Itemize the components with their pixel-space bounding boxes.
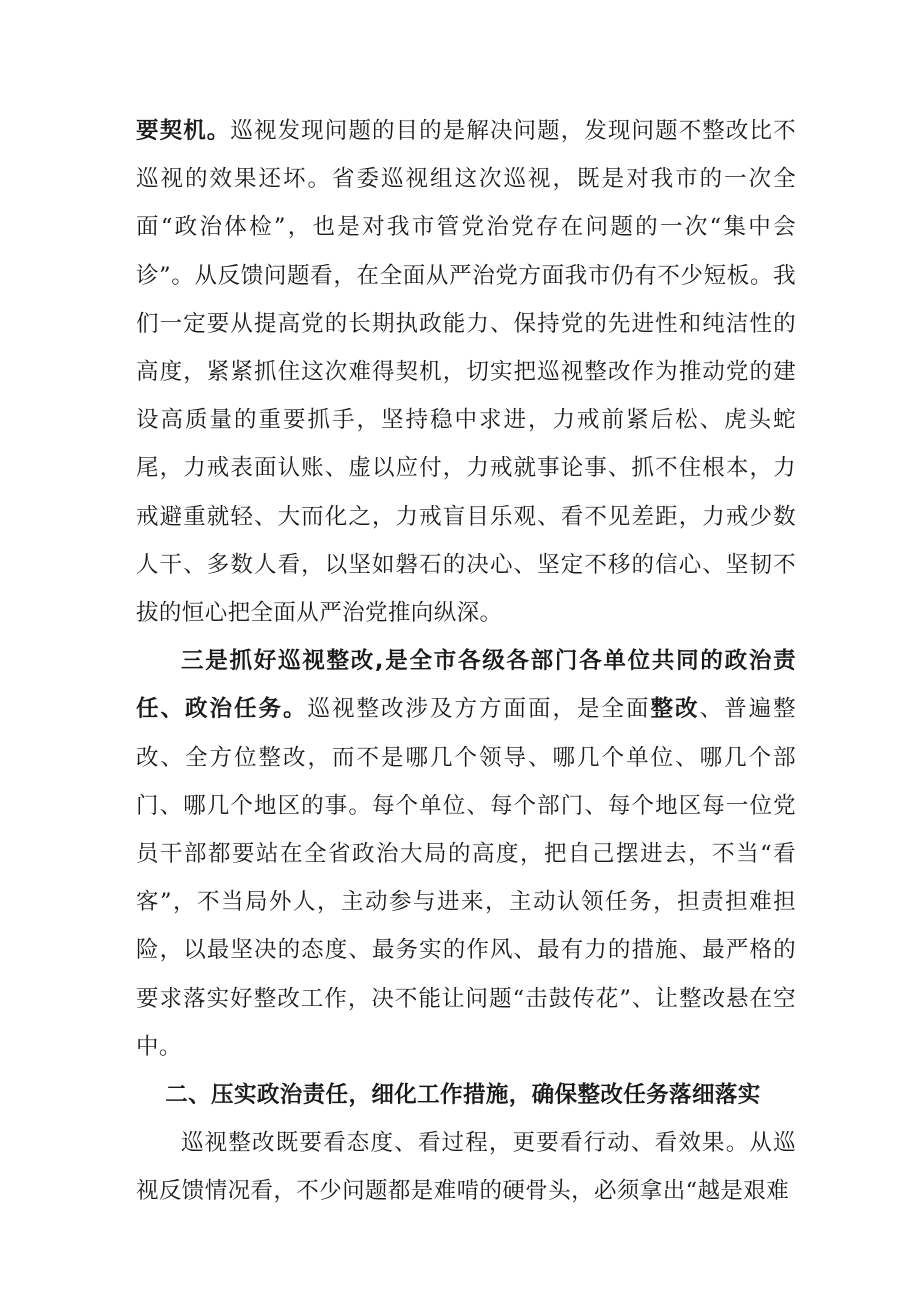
paragraph-continuation [136, 107, 796, 637]
paragraph-text: 、普遍整改、全方位整改，而不是哪几个领导、哪几个单位、哪几个部门、哪几个地区的事。每个单位、每个部门、每个地区每一位党员干部都要站在全省政治大局的高度，把自己摆进去，不当“看客”，不当局外人，主动参与进来，主动认领任务，担责担难担险，以最坚决的态度、最务实的作风、最有力的措施、最严格的要求落实好整改工作，决不能让问题“击鼓传花”、让整改悬在空中。 [136, 696, 796, 1060]
document-body [136, 107, 796, 1216]
paragraph-text: 巡视发现问题的目的是解决问题，发现问题不整改比不巡视的效果还坏。省委巡视组这次巡视，既是对我市的一次全面“政治体检”，也是对我市管党治党存在问题的一次“集中会诊”。从反馈问题看，在全面从严治党方面我市仍有不少短板。我们一定要从提高党的长期执政能力、保持党的先进性和纯洁性的高度，紧紧抓住这次难得契机，切实把巡视整改作为推动党的建设高质量的重要抓手，坚持稳中求进，力戒前紧后松、虎头蛇尾，力戒表面认账、虚以应付，力戒就事论事、抓不住根本，力戒避重就轻、大而化之，力戒盲目乐观、看不见差距，力戒少数人干、多数人看，以坚如磐石的决心、坚定不移的信心、坚韧不拔的恒心把全面从严治党推向纵深。 [136, 118, 796, 627]
paragraph-section-two [136, 1119, 796, 1215]
inline-bold-text: 整改 [650, 696, 700, 723]
paragraph-lead-bold: 要契机。 [136, 118, 231, 144]
paragraph-point-three [136, 637, 796, 1071]
paragraph-text: 巡视整改涉及方方面面，是全面 [307, 696, 651, 723]
paragraph-text: 巡视整改既要看态度、看过程，更要看行动、看效果。从巡视反馈情况看，不少问题都是难啃的硬骨头，必须拿出“越是艰难 [136, 1130, 796, 1205]
paragraph-lead-bold: 三是抓好巡视整改,是全市各级各部门各单位共同的政治责任、政治任务。 [136, 648, 796, 723]
section-heading: 二、压实政治责任，细化工作措施，确保整改任务落细落实 [165, 1082, 761, 1109]
